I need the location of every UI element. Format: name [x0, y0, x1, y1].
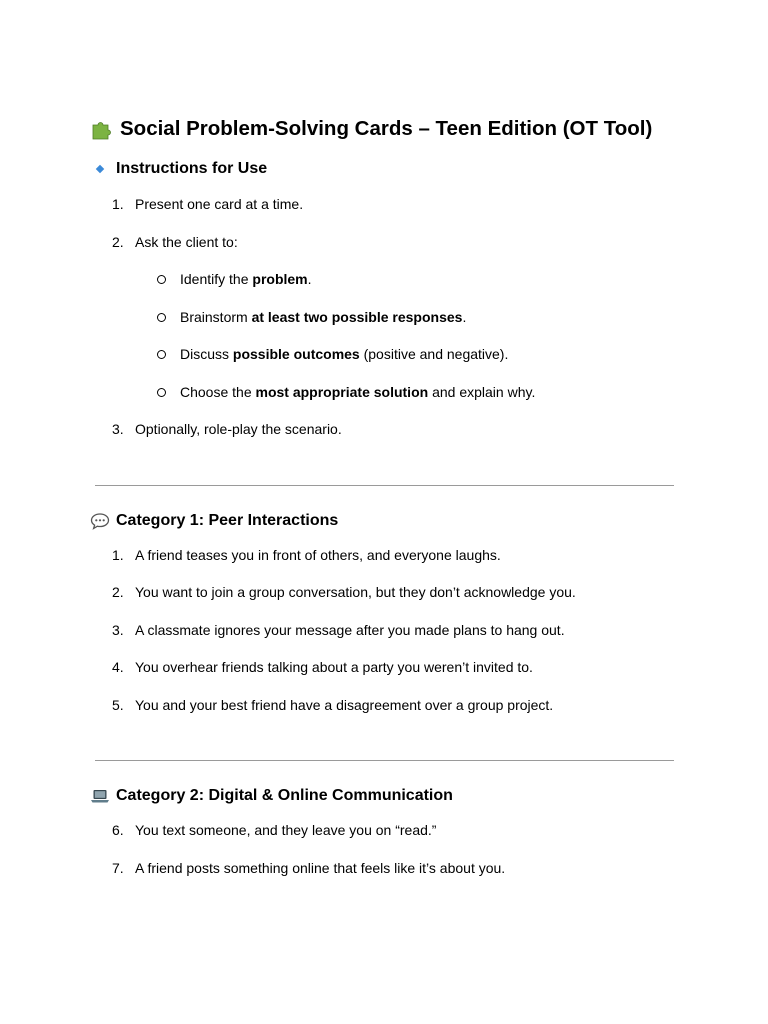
- page-title-text: Social Problem-Solving Cards – Teen Edition (OT Tool): [120, 117, 653, 140]
- page-title: [90, 112, 680, 146]
- sub-list-item: Brainstorm at least two possible responses.: [90, 307, 680, 327]
- puzzle-piece-icon: [90, 117, 114, 141]
- instructions-heading: Instructions for Use: [90, 157, 680, 181]
- category-1-list: [90, 545, 680, 715]
- sub-list-item: Identify the problem.: [90, 269, 680, 289]
- sub-list-item: Discuss possible outcomes (positive and negative).: [90, 344, 680, 364]
- section-divider: [95, 760, 674, 761]
- speech-bubble-icon: [90, 511, 110, 531]
- category-2-heading: Category 2: Digital & Online Communication: [90, 784, 680, 808]
- list-item: 1. A friend teases you in front of others, and everyone laughs.: [112, 546, 501, 563]
- hollow-bullet-icon: [157, 313, 166, 322]
- laptop-icon: [90, 786, 110, 806]
- category-1-heading: Category 1: Peer Interactions: [90, 509, 680, 533]
- hollow-bullet-icon: [157, 388, 166, 397]
- sub-list-item: Choose the most appropriate solution and explain why.: [90, 382, 680, 402]
- list-item: 2. Ask the client to:: [112, 233, 238, 250]
- instructions-list: [90, 194, 680, 439]
- list-item: 5. You and your best friend have a disagreement over a group project.: [112, 696, 554, 713]
- list-item: 1. Present one card at a time.: [112, 196, 304, 212]
- category-2-list: [90, 820, 680, 878]
- list-item: 2. You want to join a group conversation, but they don’t acknowledge you.: [112, 584, 576, 600]
- hollow-bullet-icon: [157, 350, 166, 359]
- list-item: 3. Optionally, role-play the scenario.: [112, 421, 342, 437]
- section-divider: [95, 485, 674, 486]
- list-item: 7. A friend posts something online that feels like it’s about you.: [112, 859, 506, 876]
- list-item: 3. A classmate ignores your message after you made plans to hang out.: [112, 621, 565, 638]
- list-item: 4. You overhear friends talking about a party you weren’t invited to.: [112, 659, 533, 675]
- document-page: [90, 112, 680, 895]
- hollow-bullet-icon: [157, 275, 166, 284]
- list-item: 6. You text someone, and they leave you on “read.”: [112, 822, 437, 838]
- blue-diamond-icon: [90, 159, 110, 179]
